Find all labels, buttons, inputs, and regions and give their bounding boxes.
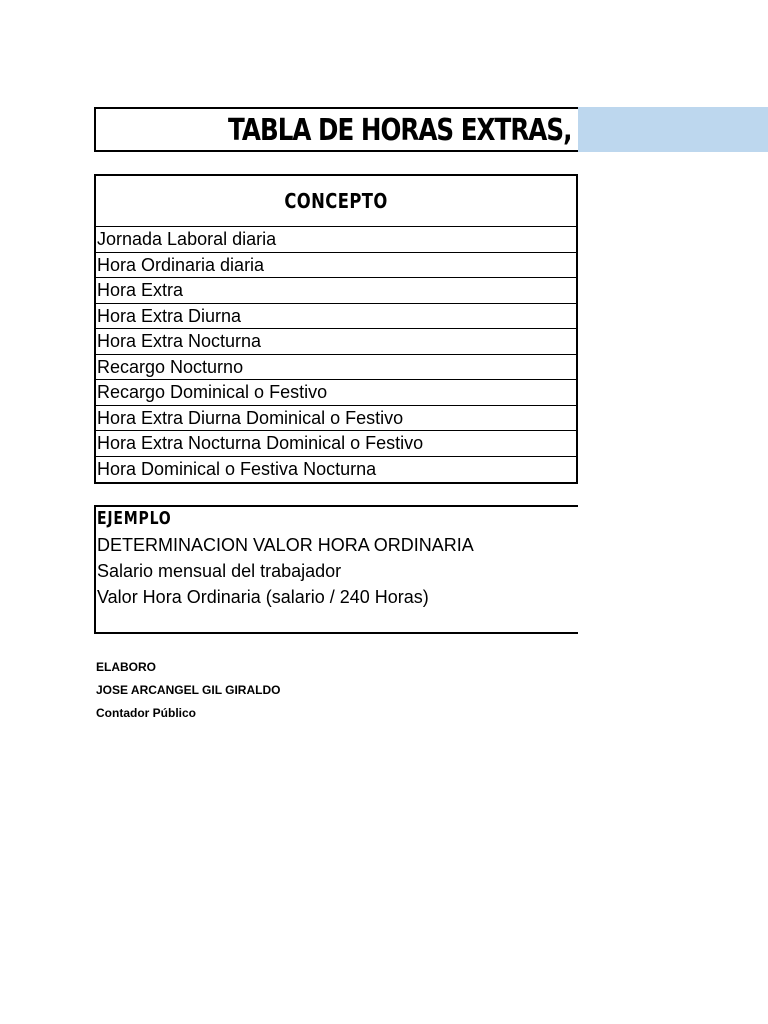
concept-header-label: CONCEPTO xyxy=(284,189,388,213)
title-cell xyxy=(94,107,578,152)
concept-header xyxy=(96,176,576,227)
credits xyxy=(96,656,280,725)
title-bar xyxy=(94,107,768,152)
credits-label: ELABORO xyxy=(96,660,156,674)
table-row[interactable]: Jornada Laboral diaria xyxy=(96,227,576,253)
table-row[interactable]: Hora Extra Nocturna xyxy=(96,329,576,355)
example-line[interactable]: Salario mensual del trabajador xyxy=(97,561,342,581)
table-row[interactable]: Hora Ordinaria diaria xyxy=(96,253,576,279)
table-row[interactable]: Hora Extra Nocturna Dominical o Festivo xyxy=(96,431,576,457)
table-row[interactable]: Hora Dominical o Festiva Nocturna xyxy=(97,458,377,479)
table-row[interactable]: Recargo Dominical o Festivo xyxy=(96,380,576,406)
page-title: TABLA DE HORAS EXTRAS, xyxy=(228,113,572,148)
table-row[interactable]: Hora Extra Diurna xyxy=(96,304,576,330)
credits-role: Contador Público xyxy=(96,706,196,720)
example-box xyxy=(94,505,578,634)
concept-table xyxy=(94,174,578,484)
title-highlight-cell xyxy=(578,107,768,152)
example-line[interactable]: DETERMINACION VALOR HORA ORDINARIA xyxy=(97,535,474,555)
example-heading: EJEMPLO xyxy=(97,508,172,529)
table-row[interactable]: Hora Extra Diurna Dominical o Festivo xyxy=(96,406,576,432)
table-row[interactable]: Recargo Nocturno xyxy=(96,355,576,381)
table-row[interactable]: Hora Extra xyxy=(96,278,576,304)
example-line[interactable]: Valor Hora Ordinaria (salario / 240 Horas) xyxy=(97,587,429,607)
credits-name: JOSE ARCANGEL GIL GIRALDO xyxy=(96,683,281,697)
